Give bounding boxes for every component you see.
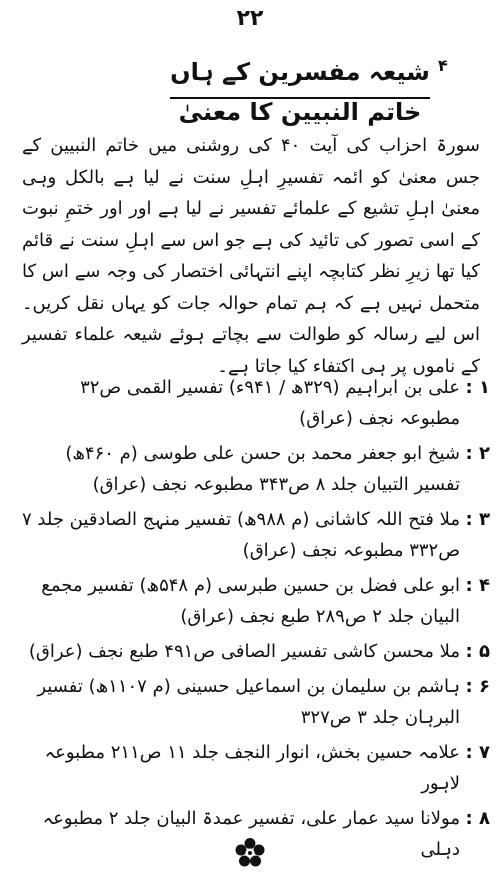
reference-text: علامہ حسین بخش، انوار النجف جلد ۱۱ ص۲۱۱ مطبوعہ لاہور (44, 742, 460, 794)
reference-text: مولانا سید عمار علی، تفسیر عمدۃ البیان جلد ۲ مطبوعہ دہلی (42, 808, 460, 860)
reference-item (20, 737, 490, 799)
reference-item (20, 504, 490, 566)
reference-number: ۸ : (465, 808, 490, 829)
reference-item (20, 636, 490, 667)
reference-number: ۴ : (465, 575, 490, 596)
reference-text: ملا فتح اللہ کاشانی (م ۹۸۸ھ) تفسیر منہج الصادقین جلد ۷ ص۳۳۲ مطبوعہ نجف (عراق) (22, 509, 460, 561)
reference-list (20, 372, 490, 869)
reference-number: ۳ : (465, 509, 490, 530)
reference-number: ۵ : (465, 641, 490, 662)
reference-text: ملا محسن کاشی تفسیر الصافی ص۴۹۱ طبع نجف (عراق) (28, 641, 460, 662)
section-heading: شیعہ مفسرین کے ہاں خاتم النبیین کا معنیٰ (170, 58, 430, 126)
intro-paragraph: سورۃ احزاب کی آیت ۴۰ کی روشنی میں خاتم النبیین کے جس معنیٰ کو ائمہ تفسیرِ اہلِ سنت نے لیا ہے بالکل وہی معنیٰ اہلِ تشیع کے علمائے تفسیر نے لیا ہے اور اور ختمِ نبوت کے اسی تصور کی تائید کی ہے جو اس سے اہلِ سنت نے قائم کیا تھا زیرِ نظر کتابچہ اپنے انتہائی اختصار کی وجہ سے اس کا متحمل نہیں ہے کہ ہم تمام حوالہ جات کو یہاں نقل کریں۔ اس لیے رسالہ کو طوالت سے بچاتے ہوئے شیعہ علماء تفسیر کے ناموں پر ہی اکتفاء کیا جاتا ہے۔ (22, 135, 480, 377)
reference-number: ۱ : (465, 377, 490, 398)
heading-underline (170, 97, 430, 99)
reference-number: ۶ : (465, 676, 490, 697)
page-number: ۲۲ (236, 6, 264, 31)
reference-item (20, 671, 490, 733)
reference-number: ۷ : (465, 742, 490, 763)
reference-text: ہاشم بن سلیمان بن اسماعیل حسینی (م ۱۱۰۷ھ) تفسیر البرہان جلد ۳ ص۳۲۷ (37, 676, 460, 728)
reference-text: ابو علی فضل بن حسین طبرسی (م ۵۴۸ھ) تفسیر مجمع البیان جلد ۲ ص۲۸۹ طبع نجف (عراق) (41, 575, 460, 627)
reference-item (20, 372, 490, 434)
heading-mark: ۴ (438, 56, 448, 75)
flower-ornament-icon (233, 836, 267, 870)
reference-text: علی بن ابراہیم (۳۲۹ھ / ۹۴۱ء) تفسیر القمی ص۳۲ مطبوعہ نجف (عراق) (80, 377, 460, 429)
reference-number: ۲ : (465, 443, 490, 464)
reference-item (20, 438, 490, 500)
reference-item (20, 570, 490, 632)
reference-text: شیخ ابو جعفر محمد بن حسن علی طوسی (م ۴۶۰ھ) تفسیر التبیان جلد ۸ ص۳۴۳ مطبوعہ نجف (عراق) (65, 443, 460, 495)
